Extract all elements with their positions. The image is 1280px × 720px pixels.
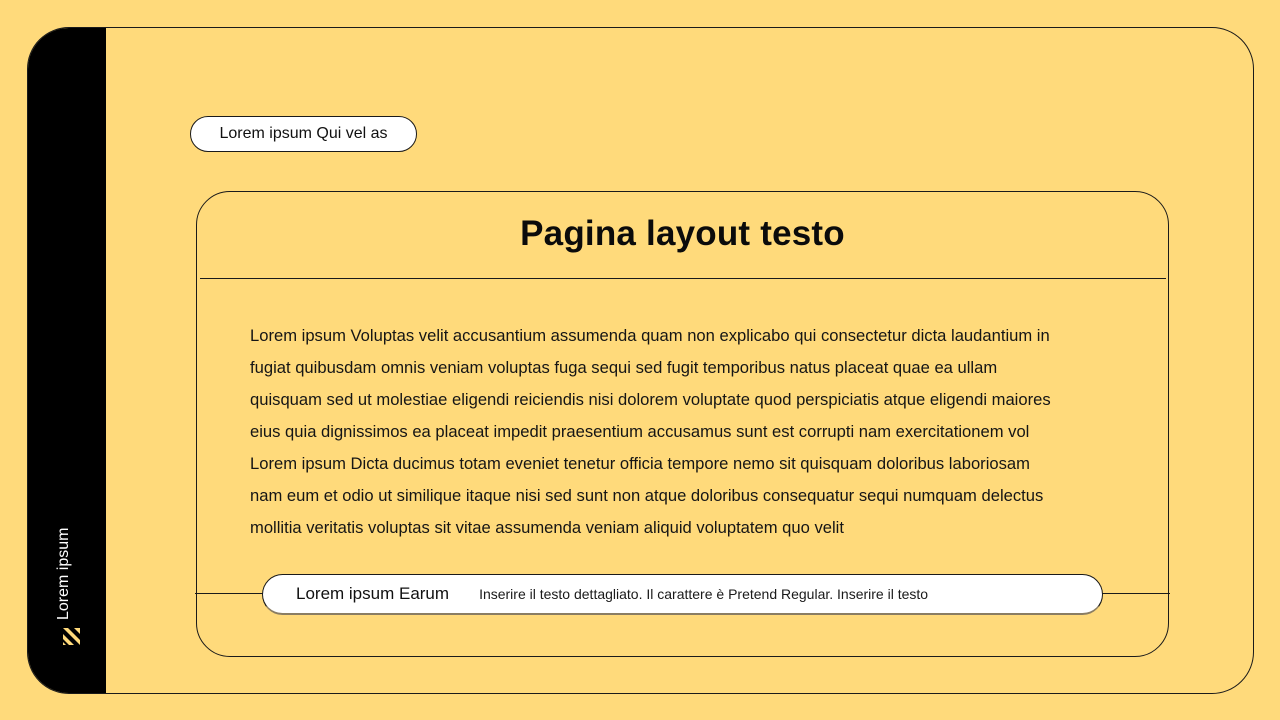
body-line: fugiat quibusdam omnis veniam voluptas fuga sequi sed fugit temporibus natus placeat quae ea ullam bbox=[250, 358, 998, 377]
body-line: eius quia dignissimos ea placeat impedit praesentium accusamus sunt est corrupti nam exercitationem vol bbox=[250, 422, 1030, 441]
page-title: Pagina layout testo bbox=[520, 214, 845, 253]
section-tag-label: Lorem ipsum Qui vel as bbox=[219, 125, 388, 142]
body-line: Lorem ipsum Dicta ducimus totam eveniet tenetur officia tempore nemo sit quisquam doloribus laboriosam bbox=[250, 454, 1030, 473]
stripes-logo-icon bbox=[63, 628, 80, 645]
body-line: Lorem ipsum Voluptas velit accusantium assumenda quam non explicabo qui consectetur dicta laudantium in bbox=[250, 326, 1050, 345]
title-divider bbox=[200, 278, 1166, 279]
sidebar bbox=[28, 28, 106, 693]
connector-line-right bbox=[1101, 593, 1170, 594]
body-line: mollitia veritatis voluptas sit vitae assumenda veniam aliquid voluptatem quo velit bbox=[250, 518, 844, 537]
sidebar-label: Lorem ipsum bbox=[55, 527, 72, 620]
body-line: nam eum et odio ut similique itaque nisi sed sunt non atque doloribus consequatur sequi numquam delectus bbox=[250, 486, 1044, 505]
content-card bbox=[196, 191, 1169, 657]
section-tag bbox=[190, 116, 417, 152]
slide-frame bbox=[27, 27, 1254, 694]
connector-line-left bbox=[195, 593, 264, 594]
sidebar-label-area bbox=[28, 468, 106, 648]
info-pill-title: Lorem ipsum Earum bbox=[296, 584, 450, 603]
body-line: quisquam sed ut molestiae eligendi reiciendis nisi dolorem voluptate quod perspiciatis atque eligendi maiores bbox=[250, 390, 1051, 409]
info-pill-text: Inserire il testo dettagliato. Il carattere è Pretend Regular. Inserire il testo bbox=[479, 586, 929, 602]
info-pill bbox=[262, 574, 1103, 615]
body-text bbox=[250, 320, 1130, 544]
